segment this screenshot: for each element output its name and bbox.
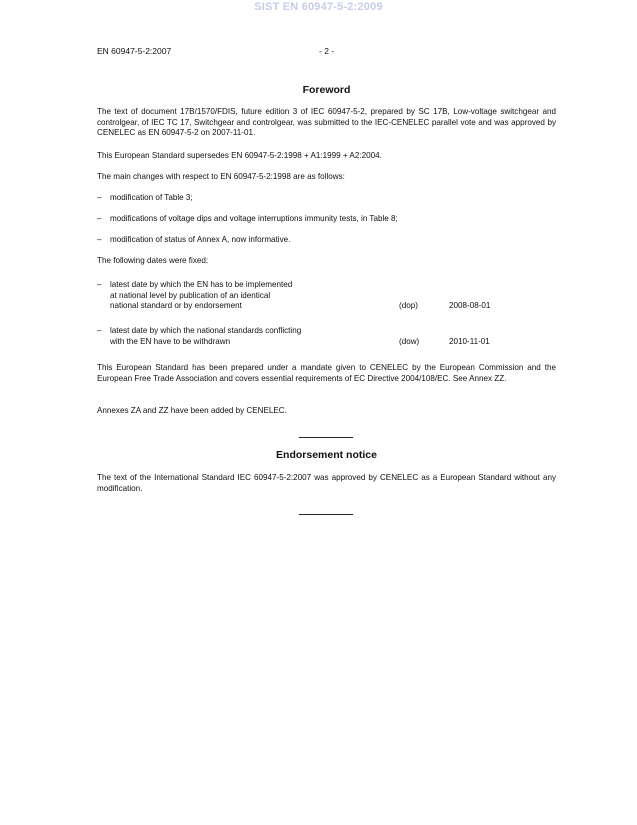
foreword-paragraph-2: This European Standard supersedes EN 60947-5-2:1998 + A1:1999 + A2:2004. bbox=[97, 151, 382, 160]
list-dash: – bbox=[97, 326, 102, 335]
change-text: modification of Table 3; bbox=[110, 193, 193, 202]
date-value: 2008-08-01 bbox=[449, 301, 491, 311]
list-dash: – bbox=[97, 214, 102, 223]
foreword-paragraph-4: The following dates were fixed: bbox=[97, 256, 209, 265]
section-divider bbox=[299, 514, 353, 515]
foreword-title: Foreword bbox=[302, 84, 351, 96]
foreword-paragraph-6: Annexes ZA and ZZ have been added by CENELEC. bbox=[97, 406, 287, 415]
list-dash: – bbox=[97, 280, 102, 289]
date-description: latest date by which the national standards conflicting with the EN have to be withdrawn bbox=[110, 326, 302, 346]
date-code: (dop) bbox=[399, 301, 418, 311]
foreword-paragraph-5: This European Standard has been prepared under a mandate given to CENELEC by the European Commission and the European Free Trade Association and covers essential requirements of EC Directive 2004/108/EC. See Annex ZZ. bbox=[97, 363, 556, 383]
list-dash: – bbox=[97, 193, 102, 202]
foreword-paragraph-1: The text of document 17B/1570/FDIS, future edition 3 of IEC 60947-5-2, prepared by SC 17B, Low-voltage switchgear and controlgear, of IEC TC 17, Switchgear and controlgear, was submitted to the IEC-CENELEC parallel vote and was approved by CENELEC as EN 60947-5-2 on 2007-11-01. bbox=[97, 107, 556, 138]
header-page-number: - 2 - bbox=[319, 46, 335, 56]
change-text: modifications of voltage dips and voltage interruptions immunity tests, in Table 8; bbox=[110, 214, 398, 223]
change-text: modification of status of Annex A, now informative. bbox=[110, 235, 291, 244]
date-code: (dow) bbox=[399, 336, 420, 346]
list-dash: – bbox=[97, 235, 102, 244]
foreword-paragraph-3: The main changes with respect to EN 60947-5-2:1998 are as follows: bbox=[97, 172, 345, 181]
watermark: SIST EN 60947-5-2:2009 bbox=[254, 1, 383, 13]
endorsement-paragraph: The text of the International Standard IEC 60947-5-2:2007 was approved by CENELEC as a European Standard without any modification. bbox=[97, 473, 556, 493]
endorsement-title: Endorsement notice bbox=[276, 449, 377, 461]
header-doc-id: EN 60947-5-2:2007 bbox=[97, 46, 172, 56]
date-value: 2010-11-01 bbox=[449, 336, 490, 346]
date-description: latest date by which the EN has to be implemented at national level by publication of an identical national standard or by endorsement bbox=[110, 280, 293, 311]
section-divider bbox=[299, 437, 353, 438]
